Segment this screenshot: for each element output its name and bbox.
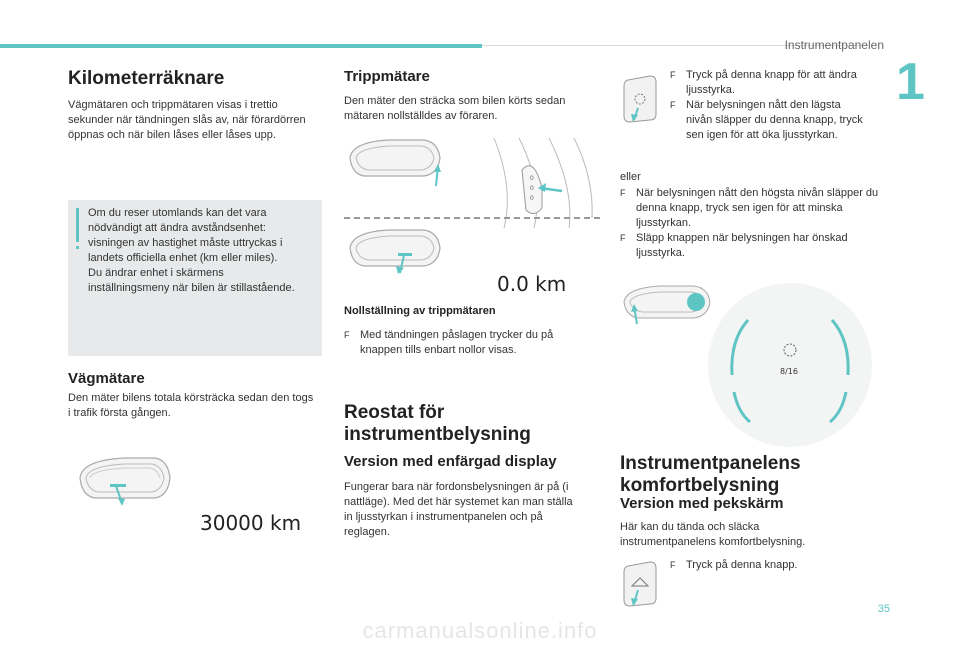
trip-reset-heading: Nollställning av trippmätaren xyxy=(344,305,496,317)
dimmer-bullets xyxy=(670,68,870,143)
rheostat-heading: Reostat för instrumentbelysning xyxy=(344,402,531,445)
dimmer-bullet: F Släpp knappen när belysningen har önskad ljusstyrka. xyxy=(620,232,848,259)
trip-display: 0.0 km xyxy=(497,272,567,296)
dimmer-bullet: F När belysningen nått den högsta nivån släpper du denna knapp, tryck sen igen för att minska ljusstyrkan. xyxy=(620,187,879,229)
dimmer-bullet: F Tryck på denna knapp för att ändra ljusstyrka. xyxy=(670,69,857,96)
info-note xyxy=(68,200,322,356)
dial-value: 8/16 xyxy=(780,367,798,376)
svg-text:0: 0 xyxy=(530,175,534,182)
trip-heading: Trippmätare xyxy=(344,68,430,85)
chapter-number: 1 xyxy=(896,53,925,111)
watermark: carmanualsonline.info xyxy=(362,618,598,643)
odometer-display: 30000 km xyxy=(200,511,302,535)
trip-cluster-icon xyxy=(350,140,441,186)
section-title: Instrumentpanelen xyxy=(784,38,884,52)
tinted-display-text: Fungerar bara när fordonsbelysningen är på (i nattläge). Med det här systemet kan man ställa in ljusstyrkan i instrumentpanelen och på reglagen. xyxy=(344,481,573,538)
trip-reset-bullet: F Med tändningen påslagen trycker du på knappen tills enbart nollor visas. xyxy=(344,329,554,356)
dimmer-button-icon xyxy=(620,74,660,124)
header-accent-bar xyxy=(0,44,482,48)
steering-column-stalk-icon xyxy=(494,138,592,228)
brightness-dial-illustration xyxy=(620,280,890,460)
touchscreen-heading: Version med pekskärm xyxy=(620,495,784,512)
comfort-lighting-button-icon xyxy=(620,560,660,608)
odometer-heading: Vägmätare xyxy=(68,370,145,387)
odometer-illustration xyxy=(70,448,310,548)
divider xyxy=(344,217,600,219)
info-icon xyxy=(76,208,79,242)
svg-text:0: 0 xyxy=(530,195,534,202)
comfort-lighting-heading: Instrumentpanelens komfortbelysning xyxy=(620,453,801,496)
svg-text:0: 0 xyxy=(530,185,534,192)
dimmer-bullets-2 xyxy=(620,186,880,261)
touchscreen-text: Här kan du tända och släcka instrumentpanelens komfortbelysning. xyxy=(620,521,806,548)
page-number: 35 xyxy=(877,603,890,615)
info-note-text: Om du reser utomlands kan det vara nödvändigt att ändra avståndsenhet: visningen av hastighet måste uttryckas i landets officiella enhet (km eller miles). Du ändrar enhet i skärmens inställningsmeny när bilen är stillastående. xyxy=(88,207,295,294)
trip-reset-cluster-icon xyxy=(350,230,440,274)
cluster-with-button-icon xyxy=(624,286,710,324)
tinted-display-heading: Version med enfärgad display xyxy=(344,453,557,470)
odometer-page-title: Kilometerräknare xyxy=(68,68,225,89)
intro-text: Vägmätaren och trippmätaren visas i trettio sekunder när tändningen slås av, när förardörren öppnas och när bilen låses eller låses upp. xyxy=(68,99,306,141)
or-label: eller xyxy=(620,171,641,183)
instrument-cluster-icon xyxy=(80,458,170,506)
touchscreen-bullet: F Tryck på denna knapp. xyxy=(670,559,798,571)
dimmer-bullet: F När belysningen nått den lägsta nivån släpper du denna knapp, tryck sen igen för att öka ljusstyrkan. xyxy=(670,99,863,141)
odometer-text: Den mäter bilens totala körsträcka sedan den togs i trafik första gången. xyxy=(68,392,314,419)
trip-text: Den mäter den sträcka som bilen körts sedan mätaren nollställdes av föraren. xyxy=(344,95,566,122)
